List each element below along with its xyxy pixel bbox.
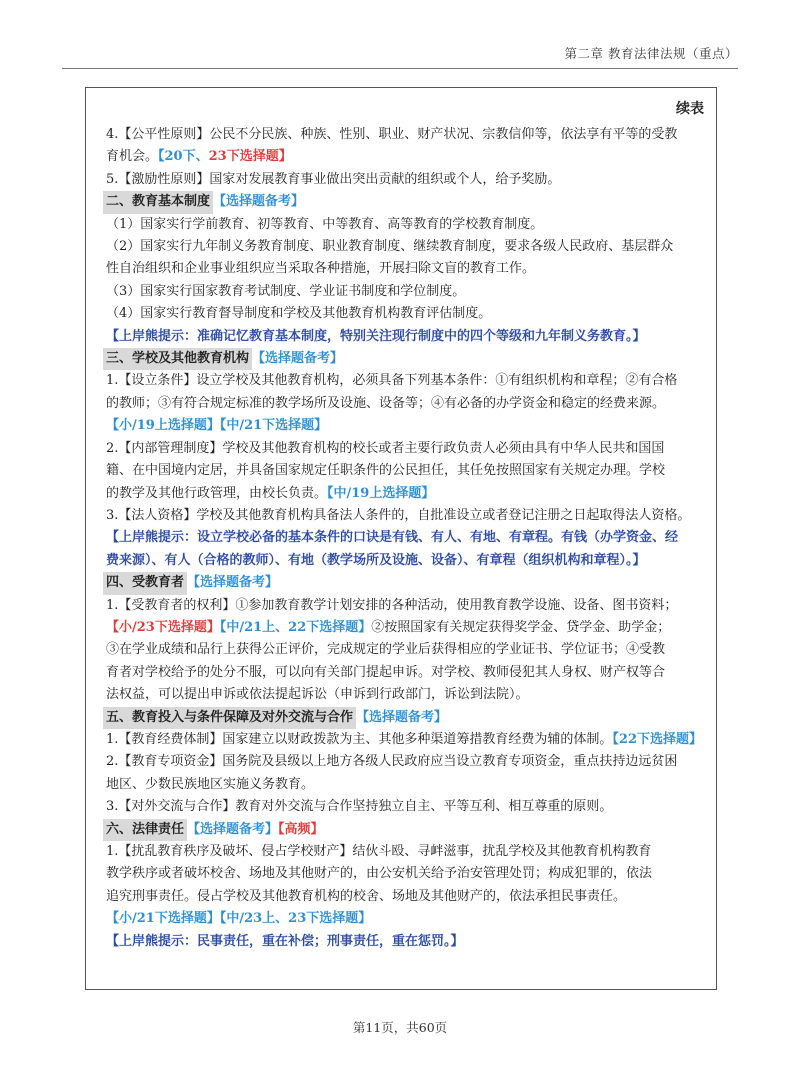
content [106,124,708,953]
line-text: 六、法律责任 [103,819,187,841]
line-text: 1.【设立条件】设立学校及其他教育机构，必须具备下列基本条件：①有组织机构和章程；②有合格 [106,373,678,389]
content-line [106,505,708,527]
line-text: 籍、在中国境内定居，并具备国家规定任职条件的公民担任，其任免按照国家有关规定办理。学校 [106,463,666,479]
content-line [106,729,708,751]
text-segment: 的教学及其他行政管理，由校长负责。 [106,485,328,501]
content-line [106,169,708,191]
text-segment: 1.【教育经费体制】国家建立以财政拨款为主、其他多种渠道筹措教育经费为辅的体制。 [106,731,613,747]
text-segment: 【小/23下选择题】 [106,619,220,635]
line-text: 二、教育基本制度 [103,191,213,213]
exam-tag: 【选择题备考】 [252,351,344,367]
content-line [106,819,708,841]
content-line [106,236,708,258]
content-line [106,124,708,146]
content-line [106,707,708,729]
continued-label: 续表 [676,101,704,117]
header-rule [62,68,738,69]
line-text: （2）国家实行九年制义务教育制度、职业教育制度、继续教育制度，要求各级人民政府、基层群众 [106,239,674,255]
content-line [106,214,708,236]
content-line [106,348,708,370]
content-line [106,595,708,617]
line-text: 追究刑事责任。侵占学校及其他教育机构的校舍、场地及其他财产的，依法承担民事责任。 [106,888,627,904]
line-text: 育者对学校给予的处分不服，可以向有关部门提起申诉。对学校、教师侵犯其人身权、财产权等合 [106,664,666,680]
content-line [106,572,708,594]
line-text: （3）国家实行国家教育考试制度、学业证书制度和学位制度。 [106,283,466,299]
line-text: 【上岸熊提示：准确记忆教育基本制度，特别关注现行制度中的四个等级和九年制义务教育。】 [106,328,646,344]
content-line [106,751,708,773]
line-text: 法权益，可以提出申诉或依法提起诉讼（申诉到行政部门，诉讼到法院）。 [106,687,529,703]
text-segment: 【中/21上、22下选择题】 [219,619,372,635]
line-text: 费来源）、有人（合格的教师）、有地（教学场所及设施、设备）、有章程（组织机构和章程）。】 [106,552,646,568]
content-line [106,908,708,930]
text-segment: ②按照国家有关规定获得奖学金、贷学金、助学金； [371,619,671,635]
line-text: 性自治组织和企业事业组织应当采取各种措施，开展扫除文盲的教育工作。 [106,261,536,277]
line-text: 五、教育投入与条件保障及对外交流与合作 [103,707,356,729]
line-text: 的教师；③有符合规定标准的教学场所及设施、设备等；④有必备的办学资金和稳定的经费来源。 [106,395,666,411]
content-line [106,303,708,325]
content-line [106,931,708,953]
content-line [106,550,708,572]
line-text: 1.【扰乱教育秩序及破坏、侵占学校财产】结伙斗殴、寻衅滋事，扰乱学校及其他教育机构教育 [106,844,652,859]
line-text: 三、学校及其他教育机构 [103,348,252,370]
line-text: 5.【激励性原则】国家对发展教育事业做出突出贡献的组织或个人，给予奖励。 [106,171,561,187]
content-line [106,415,708,437]
content-line [106,639,708,661]
content-line [106,258,708,280]
content-line [106,460,708,482]
line-text: 地区、少数民族地区实施义务教育。 [106,776,315,792]
exam-tag: 23下选择题】 [208,149,292,165]
line-text: 2.【教育专项资金】国务院及县级以上地方各级人民政府应当设立教育专项资金，重点扶持边远贫困 [106,754,678,770]
line-text: 【上岸熊提示：民事责任，重在补偿；刑事责任，重在惩罚。】 [106,933,464,949]
page-header: 第二章 教育法律法规（重点） [564,46,738,61]
exam-tag: 【选择题备考】 [187,821,279,837]
content-line [106,886,708,908]
content-line [106,326,708,348]
content-line [106,146,708,168]
text-segment: 【中/19上选择题】 [327,485,435,501]
exam-tag: 【选择题备考】 [356,709,448,725]
content-line [106,796,708,818]
content-line [106,617,708,639]
line-text: 四、受教育者 [103,572,187,594]
content-line [106,281,708,303]
page-footer: 第11页，共60页 [352,1020,448,1035]
content-line [106,370,708,392]
content-line [106,527,708,549]
exam-tag: 【高频】 [278,821,324,837]
line-text: ③在学业成绩和品行上获得公正评价，完成规定的学业后获得相应的学业证书、学位证书；④受教 [106,642,666,658]
content-line [106,662,708,684]
line-text: 2.【内部管理制度】学校及其他教育机构的校长或者主要行政负责人必须由具有中华人民共和国国 [106,440,665,456]
line-text: 【上岸熊提示：设立学校必备的基本条件的口诀是有钱、有人、有地、有章程。有钱（办学资金、经 [106,530,679,546]
content-line [106,191,708,213]
content-line [106,393,708,415]
text-segment: 【22下选择题】 [612,731,702,747]
line-text: 育机会。 [106,149,159,165]
content-line [106,863,708,885]
line-text: （1）国家实行学前教育、初等教育、中等教育、高等教育的学校教育制度。 [106,216,544,232]
line-text: 3.【法人资格】学校及其他教育机构具备法人条件的，自批准设立或者登记注册之日起取得法人资格。 [106,507,691,523]
content-line [106,841,708,863]
line-text: （4）国家实行教育督导制度和学校及其他教育机构教育评估制度。 [106,306,492,322]
line-text: 3.【对外交流与合作】教育对外交流与合作坚持独立自主、平等互利、相互尊重的原则。 [106,799,613,815]
content-line [106,438,708,460]
exam-tag: 【选择题备考】 [213,194,305,210]
line-text: 教学秩序或者破坏校舍、场地及其他财产的，由公安机关给予治安管理处罚；构成犯罪的，依法 [106,866,653,882]
content-line [106,684,708,706]
exam-tag: 【20下、 [158,149,209,165]
line-text: 【小/19上选择题】【中/21下选择题】 [106,418,328,434]
content-line [106,483,708,505]
line-text: 【小/21下选择题】【中/23上、23下选择题】 [106,911,372,927]
content-line [106,774,708,796]
exam-tag: 【选择题备考】 [187,575,279,591]
line-text: 1.【受教育者的权利】①参加教育教学计划安排的各种活动，使用教育教学设施、设备、图书资料； [106,597,678,613]
line-text: 4.【公平性原则】公民不分民族、种族、性别、职业、财产状况、宗教信仰等，依法享有平等的受教 [106,127,678,142]
